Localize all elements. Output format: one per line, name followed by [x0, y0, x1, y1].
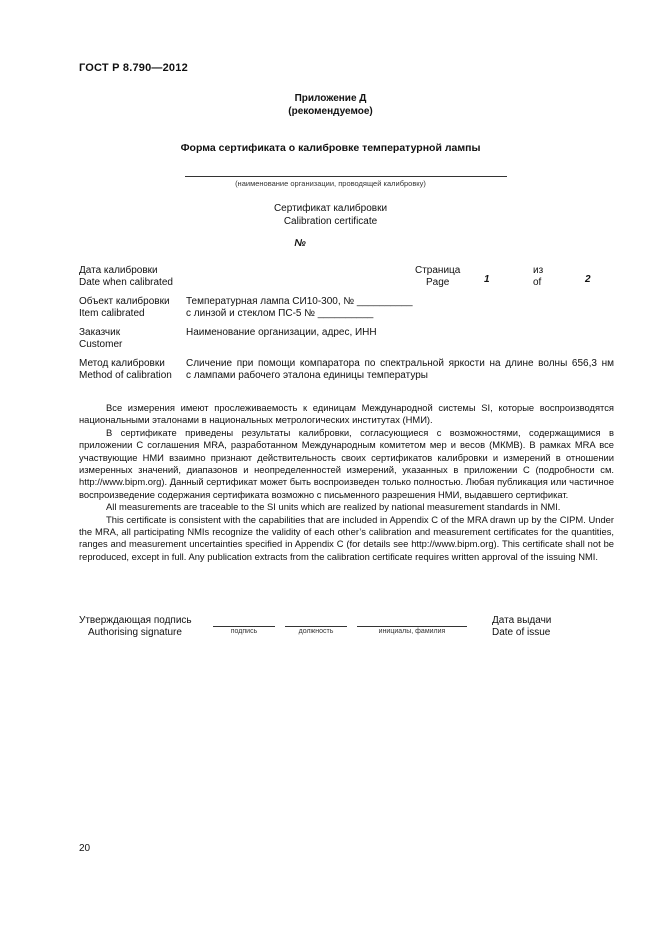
method-value [186, 358, 614, 382]
form-title: Форма сертификата о калибровке температурной лампы [180, 142, 481, 154]
page-label-en: Page [426, 277, 450, 288]
signature-label-ru: Утверждающая подпись [79, 615, 192, 626]
page-label [415, 265, 460, 289]
date-label-ru: Дата калибровки [79, 265, 158, 276]
appendix-heading [0, 92, 661, 118]
paragraph-mra-ru: В сертификате приведены результаты калибровки, согласующиеся с возможностями, содержащимися в приложении С соглашения MRA, разработанном Международным комитетом мер и весов (МКМВ). В рамках MRA все участвующие НМИ взаимно признают действительность своих сертификатов калибровки и измерений в отношении измеренных значений, диапазонов и неопределенностей измерений, указанных в приложении С (подробности см. http://www.bipm.org). Данный сертификат может быть воспроизведен только полностью. Любая публикация или частичное воспроизведение содержания сертификата возможно с письменного разрешения НМИ, выдавшего сертификат. [79, 426, 614, 500]
position-caption: должность [298, 628, 334, 635]
signature-caption: подпись [230, 628, 258, 635]
issue-date-label [492, 615, 551, 639]
signature-line [213, 625, 275, 627]
paragraph-traceability-en: All measurements are traceable to the SI units which are realized by national measurement standards in NMI. [106, 501, 561, 513]
certificate-title [0, 202, 661, 228]
item-label-en: Item calibrated [79, 308, 145, 319]
item-value-line1: Температурная лампа СИ10-300, № __________ [186, 296, 413, 307]
paragraph-mra-en: This certificate is consistent with the capabilities that are included in Appendix C of the MRA drawn up by the CIPM. Under the MRA, all participating NMIs recognize the validity of each other’s calibration and measurement certificates for the quantities, ranges and measurement uncertainties specified in Appendix C (for details see http://www.bipm.org). This certificate shall not be reproduced, except in full. Any publication extracts from the calibration certificate requires written approval of the issuing NMI. [79, 513, 614, 562]
of-label-ru: из [533, 265, 544, 276]
appendix-note: (рекомендуемое) [288, 106, 373, 117]
page-number: 20 [79, 843, 91, 854]
issue-date-label-ru: Дата выдачи [492, 615, 552, 626]
appendix-title: Приложение Д [294, 93, 367, 104]
date-label [79, 265, 173, 289]
page-value: 1 [484, 274, 490, 285]
signature-label-en: Authorising signature [88, 627, 182, 638]
of-label [533, 265, 543, 289]
method-value-line1: Сличение при помощи компаратора по спектральной яркости на длине волны 656,3 нм [186, 358, 614, 369]
item-label-ru: Объект калибровки [79, 296, 170, 307]
customer-label-ru: Заказчик [79, 327, 121, 338]
customer-label-en: Customer [79, 339, 123, 350]
customer-value: Наименование организации, адрес, ИНН [186, 327, 377, 338]
method-label-ru: Метод калибровки [79, 358, 165, 369]
customer-label [79, 327, 122, 351]
page-label-ru: Страница [415, 265, 461, 276]
of-value: 2 [585, 274, 591, 285]
of-label-en: of [533, 277, 542, 288]
item-value [186, 296, 413, 320]
item-value-line2: с линзой и стеклом ПС-5 № __________ [186, 308, 374, 319]
issue-date-label-en: Date of issue [492, 627, 551, 638]
certificate-body-text [79, 402, 614, 563]
signature-label [79, 615, 192, 639]
position-line [285, 625, 347, 627]
paragraph-traceability-ru: Все измерения имеют прослеживаемость к единицам Международной системы SI, которые воспроизводятся национальными эталонами в национальных метрологических институтах (НМИ). [79, 402, 614, 426]
method-label [79, 358, 172, 382]
name-caption: инициалы, фамилия [378, 628, 446, 635]
certificate-number-sign: № [294, 238, 306, 249]
certificate-title-en: Calibration certificate [283, 216, 378, 227]
method-label-en: Method of calibration [79, 370, 172, 381]
organization-caption: (наименование организации, проводящей калибровку) [235, 179, 426, 188]
method-value-line2: с лампами рабочего эталона единицы температуры [186, 370, 428, 381]
name-line [357, 625, 467, 627]
date-label-en: Date when calibrated [79, 277, 173, 288]
certificate-title-ru: Сертификат калибровки [273, 203, 388, 214]
item-label [79, 296, 170, 320]
standard-designation: ГОСТ Р 8.790—2012 [79, 62, 188, 74]
organization-blank-line [185, 170, 507, 177]
